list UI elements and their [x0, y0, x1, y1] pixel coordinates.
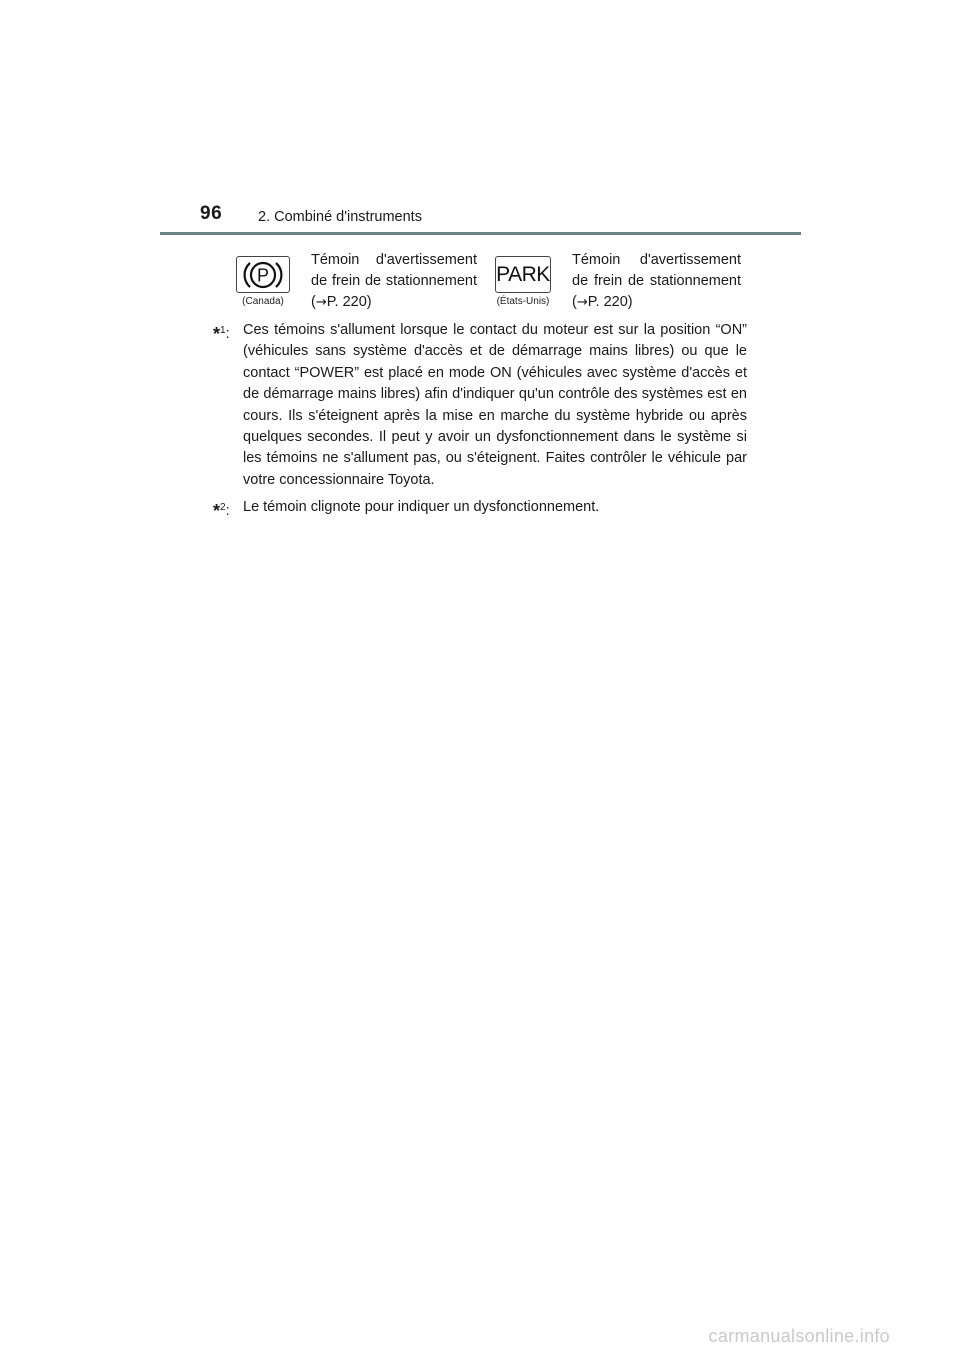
circle-p-symbol [240, 259, 286, 291]
description-text: Témoin d'avertissement de frein de stationnement ( [572, 252, 741, 310]
page-reference: P. 220) [326, 294, 372, 310]
footnote-marker: *$^1$: [213, 324, 230, 344]
park-label: PARK [496, 262, 550, 286]
arrow-icon: → [315, 295, 327, 310]
footnote-text: Ces témoins s'allument lorsque le contact du moteur est sur la position “ON” (véhicules sans système d'accès et de démarrage mains libres) ou que le contact “POWER” est placé en mode ON (véhicules avec système d'accès et de démarrage mains libres) afin d'indiquer qu'un contrôle des systèmes est en cours. Ils s'éteignent après la mise en marche du système hybride ou après quelques secondes. Il peut y avoir un dysfonctionnement dans le système si les témoins ne s'allument pas, ou s'éteignent. Faites contrôler le véhicule par votre concessionnaire Toyota. [243, 322, 747, 488]
footnote-1 [213, 320, 747, 491]
page-reference: P. 220) [587, 294, 633, 310]
footnotes [213, 320, 747, 529]
section-title: 2. Combiné d'instruments [258, 209, 422, 225]
footnote-text: Le témoin clignote pour indiquer un dysfonctionnement. [243, 499, 600, 516]
icon-caption-canada: (Canada) [242, 296, 284, 307]
indicator-description-usa [572, 250, 741, 313]
indicator-description-canada [311, 250, 477, 313]
footnote-marker: *$^2$: [213, 501, 230, 522]
arrow-icon: → [576, 295, 588, 310]
footnote-2 [213, 497, 747, 522]
description-text: Témoin d'avertissement de frein de stationnement ( [311, 252, 477, 310]
watermark: carmanualsonline.info [708, 1326, 890, 1346]
parking-brake-circle-p-icon [236, 256, 290, 293]
page-number: 96 [200, 203, 223, 224]
header-divider [160, 232, 801, 235]
circle-p-letter: P [256, 265, 270, 285]
icon-caption-usa: (États-Unis) [496, 296, 550, 307]
parking-brake-park-text-icon [495, 256, 551, 293]
